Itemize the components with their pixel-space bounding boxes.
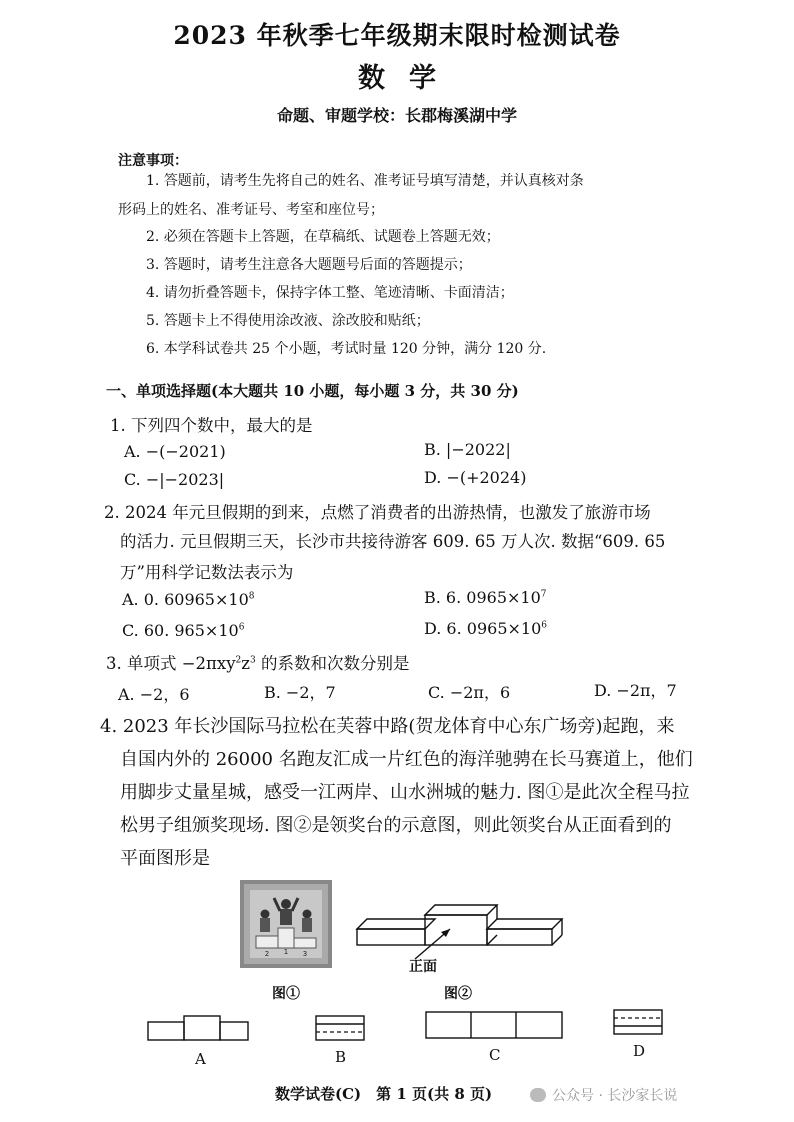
q4-line-3: 用脚步丈量星城，感受一江两岸、山水洲城的魅力. 图①是此次全程马拉	[120, 782, 690, 803]
subject-title: 数学	[358, 63, 460, 94]
q2-option-d: D. 6. $0965\times 10^6$	[424, 619, 547, 638]
q2-line-1: 2. 2024 年元旦假期的到来，点燃了消费者的出游热情，也激发了旅游市场	[104, 503, 651, 522]
q3-option-c: C. −2π，6	[428, 683, 511, 702]
q1-option-b: B. |−2022|	[424, 440, 511, 459]
notice-item-1: 1. 答题前，请考生先将自己的姓名、准考证号填写清楚，并认真核对条	[146, 173, 584, 189]
q4-shape-option-a	[146, 1014, 250, 1042]
q4-option-label-a: A	[195, 1050, 206, 1068]
notice-item-4: 4. 请勿折叠答题卡，保持字体工整、笔迹清晰、卡面清洁；	[146, 285, 514, 301]
q4-line-5: 平面图形是	[120, 848, 210, 869]
notice-heading: 注意事项：	[118, 153, 188, 169]
q2-option-a: A. 0. $60965\times 10^8$	[122, 590, 255, 609]
q4-line-4: 松男子组颁奖现场. 图②是领奖台的示意图，则此领奖台从正面看到的	[120, 815, 672, 836]
q1-stem: 1. 下列四个数中，最大的是	[110, 416, 313, 435]
q1-option-d: D. −(+2024)	[424, 468, 527, 487]
q2-option-c: C. 60. $965\times 10^6$	[122, 621, 245, 640]
q3-stem: 3. 单项式 $-2\pi xy^2z^3$ 的系数和次数分别是	[106, 654, 410, 673]
q3-option-b: B. −2，7	[264, 683, 336, 702]
q4-option-label-d: D	[633, 1042, 646, 1060]
exam-title: 2023 年秋季七年级期末限时检测试卷	[173, 21, 621, 50]
q3-option-a: A. −2，6	[118, 685, 190, 704]
q4-shape-option-b	[314, 1014, 366, 1042]
q4-shape-option-d	[612, 1008, 664, 1036]
q3-option-d: D. −2π，7	[594, 681, 677, 700]
notice-item-1-cont: 形码上的姓名、准考证号、考室和座位号；	[118, 202, 384, 218]
q4-option-label-b: B	[335, 1048, 347, 1066]
podium-number-2: 2	[264, 950, 270, 958]
podium-number-3: 3	[302, 950, 308, 958]
figure-1-label: 图①	[272, 986, 300, 1002]
notice-item-3: 3. 答题时，请考生注意各大题题号后面的答题提示；	[146, 257, 472, 273]
q2-line-2: 的活力. 元旦假期三天，长沙市共接待游客 609. 65 万人次. 数据“609. 65	[120, 532, 666, 551]
podium-number-1: 1	[283, 948, 289, 956]
q4-line-1: 4. 2023 年长沙国际马拉松在芙蓉中路(贺龙体育中心东广场旁)起跑，来	[100, 716, 675, 737]
q4-option-label-c: C	[489, 1046, 501, 1064]
q4-line-2: 自国内外的 26000 名跑友汇成一片红色的海洋驰骋在长马赛道上，他们	[120, 749, 693, 770]
wechat-icon	[530, 1088, 546, 1102]
q4-shape-option-c	[424, 1010, 564, 1040]
figure-2-label: 图②	[444, 986, 472, 1002]
q2-line-3: 万”用科学记数法表示为	[120, 563, 294, 582]
notice-item-5: 5. 答题卡上不得使用涂改液、涂改胶和贴纸；	[146, 313, 430, 329]
award-photo-figure	[240, 880, 332, 968]
notice-item-2: 2. 必须在答题卡上答题，在草稿纸、试题卷上答题无效；	[146, 229, 500, 245]
q2-option-b: B. 6. $0965\times 10^7$	[424, 588, 547, 607]
page-footer: 数学试卷(C) 第 1 页(共 8 页)	[275, 1085, 493, 1103]
podium-schematic-figure	[355, 895, 570, 970]
section-heading: 一、单项选择题(本大题共 10 小题，每小题 3 分，共 30 分)	[106, 382, 519, 400]
school-line: 命题、审题学校：长郡梅溪湖中学	[276, 106, 517, 125]
front-view-label: 正面	[409, 959, 437, 975]
q1-option-a: A. −(−2021)	[124, 442, 226, 461]
notice-item-6: 6. 本学科试卷共 25 个小题，考试时量 120 分钟，满分 120 分.	[146, 341, 547, 357]
watermark	[530, 1085, 677, 1105]
watermark-text: 公众号 · 长沙家长说	[552, 1088, 678, 1104]
q1-option-c: C. −|−2023|	[124, 470, 225, 489]
